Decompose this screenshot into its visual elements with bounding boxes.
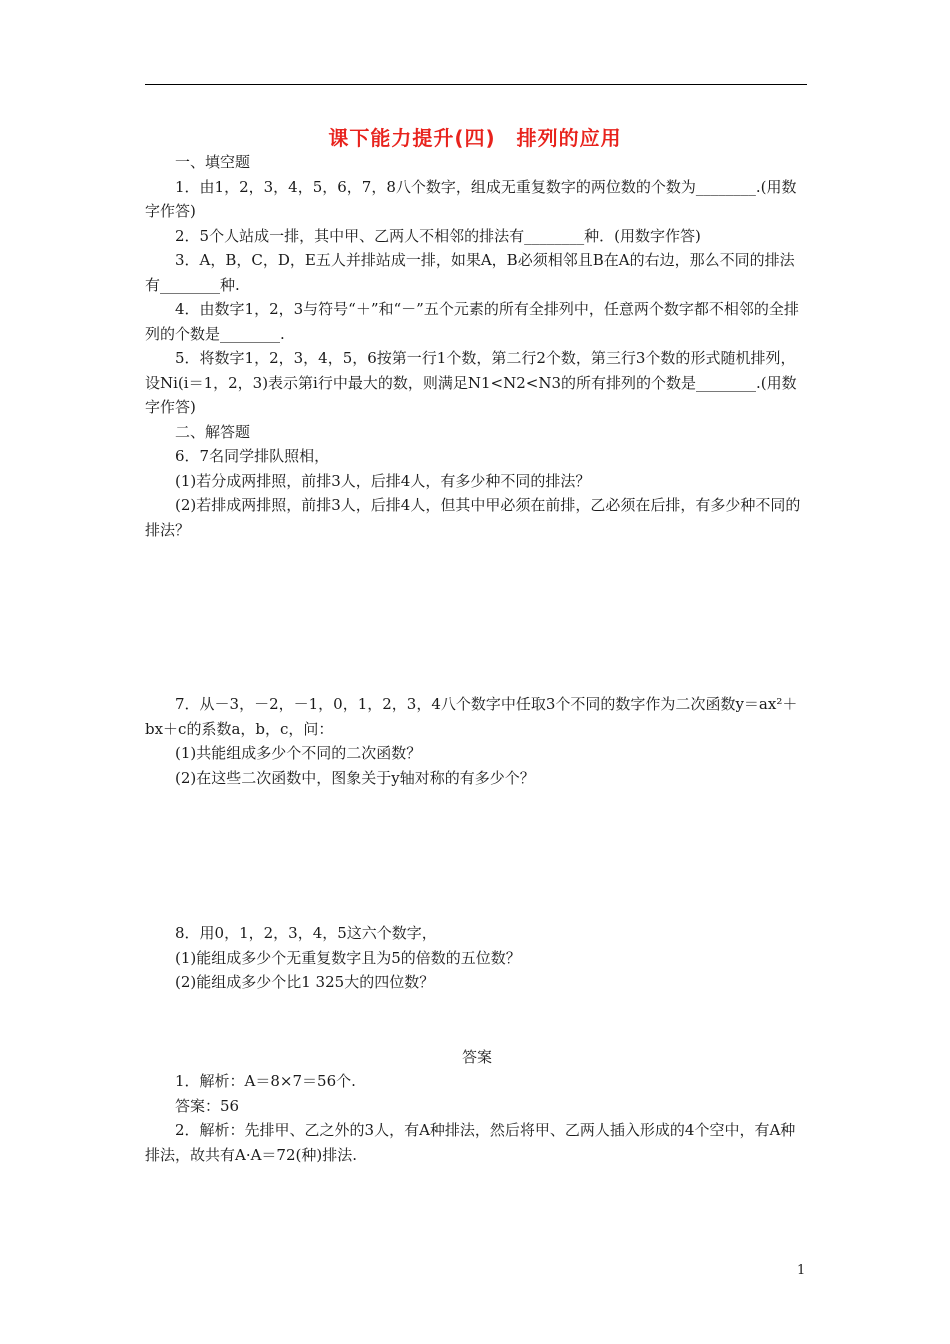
question-8-part-1: (1)能组成多少个无重复数字且为5的倍数的五位数？	[175, 948, 521, 967]
section-heading-fill-blank: 一、填空题	[175, 153, 251, 171]
content-body	[145, 150, 809, 1167]
answer-2: 2．解析：先排甲、乙之外的3人，有A种排法，然后将甲、乙两人插入形成的4个空中，有A种排法，故共有A·A＝72(种)排法.	[145, 1121, 796, 1164]
question-7-part-1: (1)共能组成多少个不同的二次函数？	[175, 744, 422, 762]
question-6-part-2: (2)若排成两排照，前排3人，后排4人，但其中甲必须在前排，乙必须在后排，有多少种不同的排法？	[145, 496, 801, 539]
page-number: 1	[797, 1263, 806, 1278]
question-8-part-2: (2)能组成多少个比1 325大的四位数？	[175, 973, 435, 991]
question-7: 7．从－3，－2，－1，0，1，2，3，4八个数字中任取3个不同的数字作为二次函数y＝ax²＋bx＋c的系数a，b，c，问：	[145, 695, 798, 738]
answer-1-result: 答案：56	[175, 1096, 240, 1115]
question-6: 6．7名同学排队照相，	[175, 447, 330, 465]
question-4: 4．由数字1，2，3与符号“＋”和“－”五个元素的所有全排列中，任意两个数字都不相邻的全排列的个数是________.	[145, 300, 799, 343]
answers-heading: 答案	[461, 1047, 492, 1066]
question-5: 5．将数字1，2，3，4，5，6按第一行1个数，第二行2个数，第三行3个数的形式随机排列，设Ni(i＝1，2，3)表示第i行中最大的数，则满足N1<N2<N3的所有排列的个数是________.(用数字作答)	[145, 349, 797, 416]
section-heading-answer-questions: 二、解答题	[175, 422, 251, 441]
question-1: 1．由1，2，3，4，5，6，7，8八个数字，组成无重复数字的两位数的个数为________.(用数字作答)	[145, 177, 797, 220]
answer-1: 1．解析：A＝8×7＝56个.	[175, 1072, 356, 1090]
header-rule	[145, 84, 807, 85]
question-2: 2．5个人站成一排，其中甲、乙两人不相邻的排法有________种．(用数字作答)	[175, 226, 701, 245]
question-6-part-1: (1)若分成两排照，前排3人，后排4人，有多少种不同的排法？	[175, 471, 591, 490]
question-8: 8．用0，1，2，3，4，5这六个数字，	[175, 924, 437, 942]
page-title: 课下能力提升(四) 排列的应用	[328, 126, 622, 150]
question-3: 3．A，B，C，D，E五人并排站成一排，如果A，B必须相邻且B在A的右边，那么不同的排法有________种.	[145, 251, 795, 294]
question-7-part-2: (2)在这些二次函数中，图象关于y轴对称的有多少个？	[175, 768, 535, 787]
